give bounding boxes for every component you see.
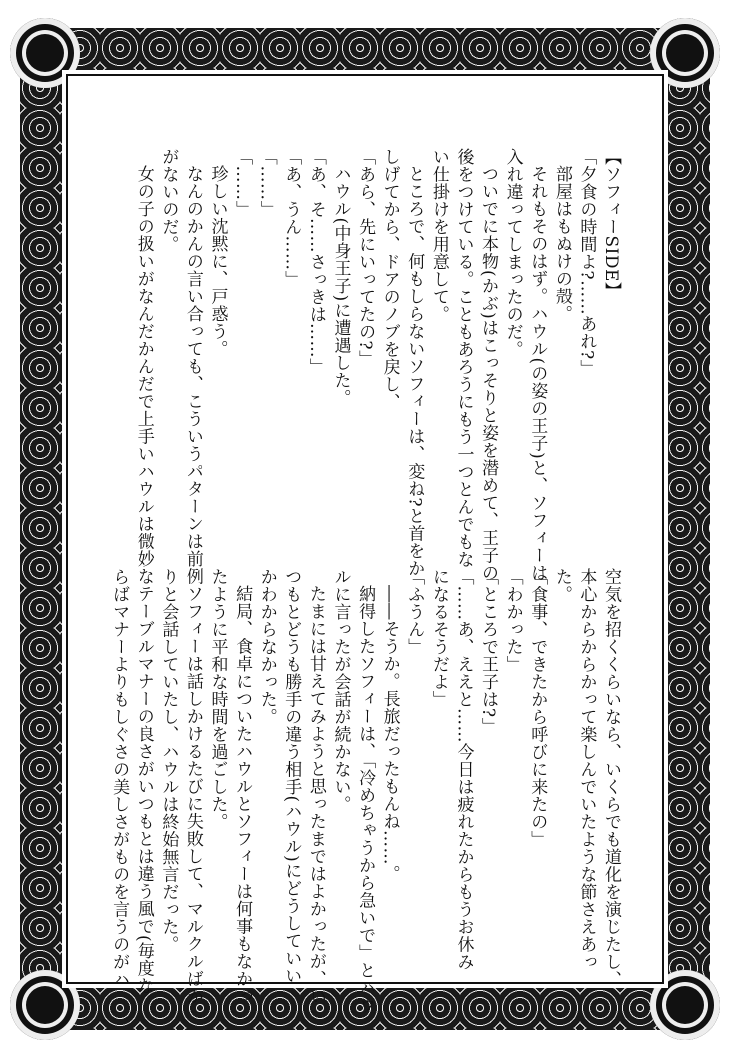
text-line: 入れ違ってしまったのだ。	[502, 148, 523, 358]
text-line: なんのかんの言い合っても、こういうパターンは前例	[182, 165, 203, 585]
text-line: 「あ、そ……さっきは……」	[305, 148, 326, 376]
text-line: 女の子の扱いがなんだかんだで上手いハウルは微妙な	[133, 165, 154, 585]
text-line: 「夕食の時間よ?……あれ?」	[576, 148, 597, 378]
text-line: ついでに本物(かぶ)はこっそりと姿を潜めて、王子の	[478, 165, 499, 582]
text-line: 「あ、うん……」	[281, 148, 302, 288]
text-line: 結局、食卓についたハウルとソフィーは何事もなかっ	[232, 585, 253, 1005]
text-line: 「……あ、ええと……今日は疲れたからもうお休み	[453, 568, 474, 971]
text-line: 「……」	[232, 148, 253, 218]
text-line: 部屋はもぬけの殻。	[551, 165, 572, 323]
text-line: い仕掛けを用意して。	[428, 148, 449, 323]
text-line: らばマナーよりもしぐさの美しさがものを言うのがハ	[109, 568, 130, 988]
text-line: 「……」	[256, 148, 277, 218]
text-line: つもとどうも勝手の違う相手(ハウル)にどうしていい	[281, 568, 302, 985]
text-line: テーブルマナーの良さがいつもとは違う風で(毎度な	[133, 585, 154, 995]
top-text-block	[131, 148, 623, 585]
text-line: しげてから、ドアのノブを戻し、	[379, 148, 400, 411]
text-line: それもそのはず。ハウル(の姿の王子)と、ソフィーは	[527, 165, 548, 582]
text-line: 「食事、できたから呼びに来たの」	[527, 568, 548, 848]
text-line: 本心からからかって楽しんでいたような節さえあっ	[576, 568, 597, 971]
text-line: ハウル(中身王子)に遭遇した。	[330, 165, 351, 407]
text-line: 空気を招くくらいなら、いくらでも道化を演じたし、	[601, 568, 621, 988]
bottom-text-block	[107, 568, 623, 1014]
text-line: 「わかった」	[502, 568, 523, 673]
text-line: ソフィーは話しかけるたびに失敗して、マルクルばか	[182, 585, 203, 1005]
text-line: かわからなかった。	[256, 568, 277, 726]
text-line: ――そうか。長旅だったもんね……。	[379, 585, 400, 883]
text-line: たように平和な時間を過ごした。	[207, 568, 228, 831]
text-line: た。	[551, 568, 572, 603]
text-line: ルに言ったが会話が続かない。	[330, 568, 351, 813]
text-line: になるそうだよ」	[428, 568, 449, 708]
text-line: がないのだ。	[158, 148, 179, 253]
text-line: 「ふうん」	[404, 568, 425, 656]
text-line: 「ところで王子は?」	[478, 568, 499, 736]
text-line: ところで、何もしらないソフィーは、変ね?と首をか	[404, 165, 425, 578]
text-line: 納得したソフィーは、「冷めちゃうから急いで」とハウ	[355, 585, 376, 1014]
text-line: りと会話していたし、ハウルは終始無言だった。	[158, 568, 179, 953]
text-line: たまには甘えてみようと思ったまではよかったが、い	[305, 585, 326, 1005]
text-line: 「あら、先にいってたの?」	[355, 148, 376, 368]
text-line: 珍しい沈黙に、戸惑う。	[207, 165, 228, 358]
section-heading: 【ソフィーSIDE】	[601, 148, 621, 300]
text-line: 後をつけている。こともあろうにもう一つとんでもな	[453, 148, 474, 568]
